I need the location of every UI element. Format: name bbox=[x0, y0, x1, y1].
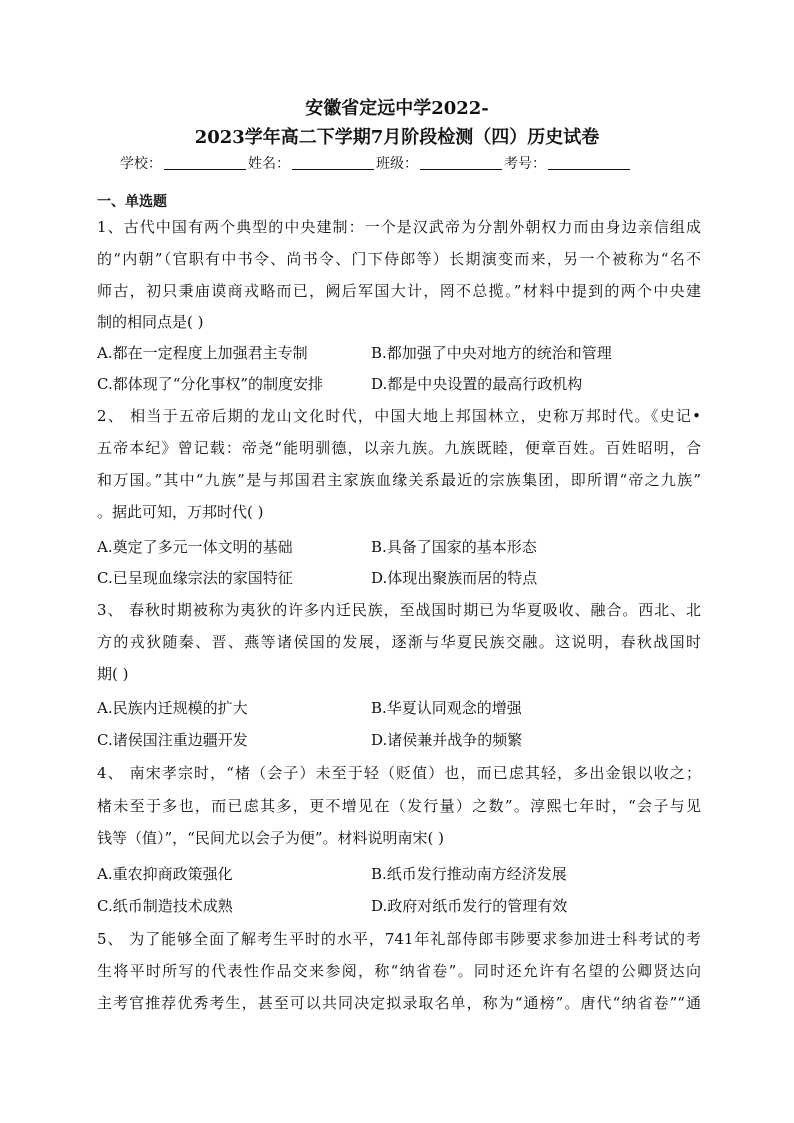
question-5-line-1: 5、 为了能够全面了解考生平时的水平，741年礼部侍郎韦陟要求参加进士科考试的考 bbox=[97, 930, 701, 948]
question-4-line-2: 楮未至于多也，而已虑其多，更不增见在（发行量）之数”。淳熙七年时，“会子与见 bbox=[97, 797, 701, 815]
section-title: 一、单选题 bbox=[97, 194, 167, 210]
question-3-option-c: C.诸侯国注重边疆开发 bbox=[97, 731, 248, 749]
question-2-option-c: C.已呈现血缘宗法的家国特征 bbox=[97, 569, 293, 587]
class-label: 班级： bbox=[376, 156, 418, 172]
question-2-option-a: A.奠定了多元一体文明的基础 bbox=[97, 538, 293, 556]
exam-number-label: 考号： bbox=[504, 156, 546, 172]
question-1-line-2: 的“内朝”（官职有中书令、尚书令、门下侍郎等）长期演变而来，另一个被称为“名不 bbox=[97, 250, 701, 268]
question-1-line-4: 制的相同点是( ) bbox=[97, 313, 204, 331]
question-3-line-1: 3、 春秋时期被称为夷狄的许多内迁民族，至战国时期已为华夏吸收、融合。西北、北 bbox=[97, 601, 701, 619]
question-2-line-3: 和万国。”其中“九族”是与邦国君主家族血缘关系最近的宗族集团，即所谓“帝之九族” bbox=[97, 471, 701, 489]
question-3-option-d: D.诸侯兼并战争的频繁 bbox=[371, 731, 523, 749]
question-2-line-1: 2、 相当于五帝后期的龙山文化时代，中国大地上邦国林立，史称万邦时代。《史记• bbox=[97, 407, 701, 425]
question-2-option-b: B.具备了国家的基本形态 bbox=[371, 538, 537, 556]
exam-title-line1: 安徽省定远中学2022- bbox=[305, 98, 489, 119]
name-label: 姓名： bbox=[248, 156, 290, 172]
question-1-line-3: 师古，初只秉庙谟商戎略而已，阙后军国大计，罔不总揽。”材料中提到的两个中央建 bbox=[97, 282, 701, 300]
question-5-line-2: 生将平时所写的代表性作品交来参阅，称“纳省卷”。同时还允许有名望的公卿贤达向 bbox=[97, 962, 701, 980]
exam-number-blank bbox=[548, 155, 630, 170]
question-1-option-b: B.都加强了中央对地方的统治和管理 bbox=[371, 344, 612, 362]
question-4-option-c: C.纸币制造技术成熟 bbox=[97, 897, 233, 915]
question-3-line-2: 方的戎狄随秦、晋、燕等诸侯国的发展，逐渐与华夏民族交融。这说明，春秋战国时 bbox=[97, 633, 701, 651]
question-5-line-3: 主考官推荐优秀考生，甚至可以共同决定拟录取名单，称为“通榜”。唐代“纳省卷”“通 bbox=[97, 994, 701, 1012]
question-4-option-d: D.政府对纸币发行的管理有效 bbox=[371, 897, 568, 915]
name-blank bbox=[292, 155, 374, 170]
question-1-line-1: 1、古代中国有两个典型的中央建制：一个是汉武帝为分割外朝权力而由身边亲信组成 bbox=[97, 218, 701, 236]
exam-title-line2: 2023学年高二下学期7月阶段检测（四）历史试卷 bbox=[194, 127, 600, 148]
question-2-option-d: D.体现出聚族而居的特点 bbox=[371, 569, 538, 587]
question-4-option-a: A.重农抑商政策强化 bbox=[97, 865, 233, 883]
question-1-option-d: D.都是中央设置的最高行政机构 bbox=[371, 375, 583, 393]
question-3-option-b: B.华夏认同观念的增强 bbox=[371, 699, 522, 717]
school-blank bbox=[164, 155, 246, 170]
question-1-option-a: A.都在一定程度上加强君主专制 bbox=[97, 344, 308, 362]
question-2-line-4: 。据此可知，万邦时代( ) bbox=[97, 503, 264, 521]
question-1-option-c: C.都体现了“分化事权”的制度安排 bbox=[97, 375, 324, 393]
class-blank bbox=[420, 155, 502, 170]
question-3-option-a: A.民族内迁规模的扩大 bbox=[97, 699, 248, 717]
question-3-line-3: 期( ) bbox=[97, 665, 129, 683]
question-4-line-1: 4、 南宋孝宗时，“楮（会子）未至于轻（贬值）也，而已虑其轻，多出金银以收之； bbox=[97, 764, 701, 782]
question-4-option-b: B.纸币发行推动南方经济发展 bbox=[371, 865, 567, 883]
student-info-row bbox=[120, 153, 680, 175]
school-label: 学校： bbox=[120, 156, 162, 172]
question-2-line-2: 五帝本纪》曾记载：帝尧“能明驯德，以亲九族。九族既睦，便章百姓。百姓昭明，合 bbox=[97, 439, 701, 457]
question-4-line-3: 钱等（值）”，“民间尤以会子为便”。材料说明南宋( ) bbox=[97, 829, 444, 847]
